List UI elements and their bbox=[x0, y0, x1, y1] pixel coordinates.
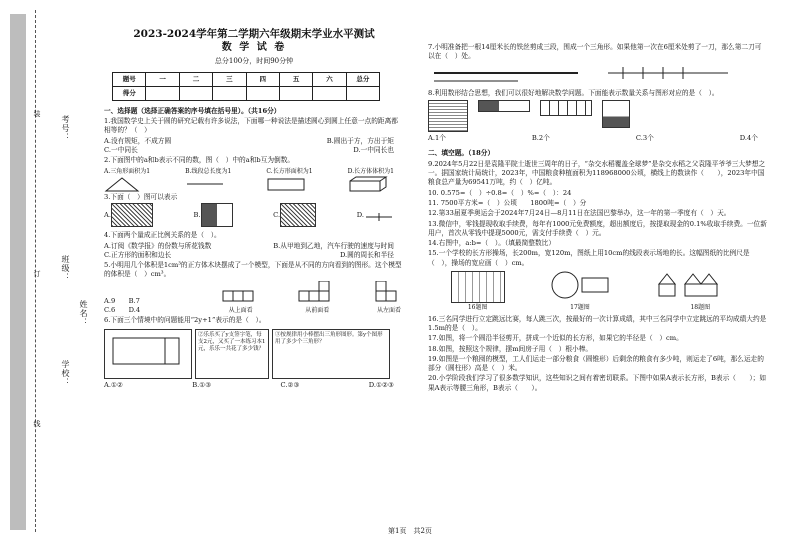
cut-label: 线 bbox=[33, 420, 41, 427]
option: B.7 bbox=[128, 296, 140, 305]
cuboid-icon bbox=[348, 176, 388, 192]
option: A.订阅《数学报》的份数与所花钱数 bbox=[104, 241, 212, 250]
question-2-options bbox=[104, 167, 404, 192]
option: D.①②③ bbox=[368, 380, 394, 389]
option: B.圆出于方，方出于矩 bbox=[326, 136, 394, 145]
section-heading: 一、选择题（选择正确答案的序号填在括号里）。（共16分） bbox=[104, 106, 281, 115]
option-label: A.三角形面积为1 bbox=[104, 167, 151, 175]
option: B.①③ bbox=[192, 380, 212, 389]
view-label: 从上面看 bbox=[228, 307, 253, 315]
score-header: 总分 bbox=[346, 72, 379, 86]
figure-label: 18题图 bbox=[690, 304, 711, 312]
score-cell[interactable] bbox=[213, 86, 246, 100]
shaded-rectangle-icon bbox=[111, 203, 153, 227]
class-field: 班级： bbox=[61, 255, 70, 282]
option-label: C. bbox=[273, 211, 281, 220]
option: B.2个 bbox=[531, 134, 550, 143]
option: D.4个 bbox=[739, 134, 758, 143]
option: A.没有规矩，不成方圆 bbox=[104, 136, 172, 145]
question-1: 1.我国数学史上关于圆的研究记载有许多说法，下面哪一种说法是描述圆心到圆上任意一点的距离都相等的？（ ） bbox=[104, 117, 398, 135]
shaded-rectangle-icon bbox=[280, 203, 316, 227]
score-table bbox=[112, 72, 380, 101]
question-12: 12.第33届夏季奥运会于2024年7月24日—8月11日在法国巴黎举办，这一年的第一季度有（ ）天。 bbox=[428, 209, 731, 218]
question-4: 4.下面两个量成正比例关系的是（ ）。 bbox=[104, 231, 221, 240]
question-1-options bbox=[104, 146, 404, 155]
ruler-diagram bbox=[428, 63, 758, 85]
square-icon bbox=[602, 100, 630, 128]
view-front bbox=[297, 281, 337, 316]
option-label: C.长方形面积为1 bbox=[266, 167, 313, 175]
figure-label: 16题图 bbox=[467, 304, 488, 312]
chart-icon bbox=[451, 271, 505, 303]
grid-icon bbox=[428, 100, 468, 132]
left-column bbox=[104, 30, 404, 390]
option-label: B. bbox=[193, 211, 201, 220]
question-3: 3.下面（ ）图可以表示 bbox=[104, 192, 178, 201]
rectangle-icon bbox=[266, 176, 306, 192]
shaded-rectangle-icon bbox=[201, 203, 233, 227]
question-13: 13.微信中，零钱提现收取手续费，每年有1000元免费额度，超出额度后，按提取现金的0.1%收取手续费。一位新用户，首次从零钱中提现5000元，需支付手续费（ ）元。 bbox=[428, 219, 767, 237]
exam-subtitle: 数 学 试 卷 bbox=[221, 42, 287, 54]
question-16: 16.三名同学进行立定跳远比赛，每人跳三次，按最好的一次计算成绩，其中三名同学中立定跳远的平均成绩大约是1.5m的是（ ）。 bbox=[428, 314, 767, 332]
score-header: 题号 bbox=[113, 72, 146, 86]
question-9: 9.2024年5月22日是袁隆平院士逝世三周年的日子，“杂交水稻覆盖全球梦”是杂交水稻之父袁隆平爷爷三大梦想之一。据国家统计局统计，2023年，中国粮食种植面积为118968000公顷，横线上的数读作（ ），2023年中国粮食总产量为69541万吨，约（ ）亿吨。 bbox=[428, 159, 766, 187]
option: C.一中同长 bbox=[104, 146, 138, 155]
score-cell[interactable] bbox=[313, 86, 346, 100]
exam-number-field: 考号： bbox=[61, 115, 70, 142]
option-label: D. bbox=[356, 211, 364, 220]
score-cell[interactable] bbox=[279, 86, 312, 100]
score-header: 二 bbox=[179, 72, 212, 86]
view-top bbox=[221, 289, 261, 316]
cut-label: 装 bbox=[33, 110, 41, 117]
view-left bbox=[374, 281, 404, 316]
figure-18 bbox=[655, 270, 745, 313]
scenario-box-3: ③按规律用小棒摆出三角形图形。第y个图形用了多少个三角形？ bbox=[272, 329, 390, 379]
section-heading: 二、填空题。（18分） bbox=[428, 149, 495, 158]
number-line-icon bbox=[364, 203, 394, 227]
view-label: 从前面看 bbox=[305, 307, 330, 315]
question-3-options bbox=[104, 203, 404, 227]
question-14: 14.右图中，a:b=（ ）。（填最简整数比） bbox=[428, 239, 556, 248]
question-19: 19.如图是一个粮囤的模型，工人们运走一部分粮食（圆锥形）后剩余的粮食有多少吨，则运走了6吨，那么运走的部分（圆柱形）高是（ ）米。 bbox=[428, 354, 764, 373]
option: A.①② bbox=[104, 380, 123, 389]
school-field: 学校： bbox=[61, 360, 70, 387]
score-header: 一 bbox=[146, 72, 179, 86]
segment-icon bbox=[185, 176, 225, 192]
option bbox=[273, 203, 316, 227]
option-label: D.长方体体积为1 bbox=[347, 167, 394, 175]
option bbox=[185, 167, 231, 192]
figure-label: 17题图 bbox=[570, 304, 590, 312]
page-footer: 第1页 共2页 bbox=[388, 527, 432, 535]
question-5-options bbox=[104, 297, 184, 316]
question-5: 5.小明用几个体积是1cm³的正方体木块摆成了一个模型，下面是从不同的方向看到的图形。这个模型的体积是（ ）cm³。 bbox=[104, 261, 402, 279]
score-cell[interactable] bbox=[346, 86, 379, 100]
question-4-options bbox=[104, 242, 404, 251]
question-10: 10. 0.575=（ ）÷0.8=（ ）%=（ ）：24 bbox=[428, 188, 572, 197]
option: D.一中同长也 bbox=[353, 146, 394, 155]
score-header: 六 bbox=[313, 72, 346, 86]
option: D.4 bbox=[128, 306, 141, 315]
question-6-boxes bbox=[104, 327, 404, 381]
option bbox=[194, 203, 233, 227]
score-cell[interactable] bbox=[246, 86, 279, 100]
score-header: 三 bbox=[213, 72, 246, 86]
question-17: 17.如图，将一个圆沿半径剪开，拼成一个近似的长方形，如果它的半径是（ ）cm。 bbox=[428, 334, 683, 343]
blocks-icon bbox=[297, 281, 337, 303]
question-6-options bbox=[104, 381, 404, 390]
score-header: 四 bbox=[246, 72, 279, 86]
blocks-icon bbox=[221, 289, 261, 303]
bar-icon bbox=[540, 100, 592, 116]
option: B.从甲地到乙地，汽车行驶的速度与时间 bbox=[273, 241, 394, 250]
blocks-icon bbox=[374, 281, 404, 303]
score-cell[interactable] bbox=[146, 86, 179, 100]
question-8-options bbox=[428, 134, 768, 143]
option: A.1个 bbox=[428, 134, 446, 143]
cut-label: 订 bbox=[33, 270, 41, 277]
option: D.圆的周长和半径 bbox=[339, 250, 394, 259]
option-label: A. bbox=[104, 211, 111, 220]
option bbox=[266, 167, 312, 192]
question-8: 8.利用数形结合思想，我们可以很好地解决数学问题。下面能表示数量关系与图形对应的是（ ）。 bbox=[428, 88, 719, 97]
option: C.6 bbox=[104, 306, 116, 315]
right-column bbox=[428, 42, 768, 394]
option bbox=[104, 203, 153, 227]
house-icon bbox=[655, 270, 745, 300]
name-field: 姓名： bbox=[79, 300, 88, 327]
figure-16 bbox=[451, 271, 505, 312]
triangle-icon bbox=[104, 176, 140, 192]
option bbox=[348, 167, 394, 192]
exam-meta: 总分100分，时间90分钟 bbox=[214, 56, 294, 65]
option bbox=[357, 203, 394, 227]
circle-icon bbox=[550, 270, 610, 300]
question-8-figures bbox=[428, 100, 768, 132]
scenario-box-1 bbox=[104, 329, 192, 379]
score-cell[interactable] bbox=[179, 86, 212, 100]
exam-title: 2023-2024学年第二学期六年级期末学业水平测试 bbox=[133, 28, 375, 40]
figure-17 bbox=[550, 270, 610, 313]
option-label: B.线段总长度为1 bbox=[185, 167, 232, 175]
question-5-body bbox=[104, 281, 404, 316]
binding-strip bbox=[0, 0, 96, 541]
score-header: 五 bbox=[279, 72, 312, 86]
scenario-box-2: ②乐乐买了y支签字笔，每支2元，又买了一本练习本1元，乐乐一共花了多少钱？ bbox=[195, 329, 269, 379]
binding-bar bbox=[10, 14, 26, 530]
view-label: 从左面看 bbox=[376, 307, 401, 315]
question-4-options bbox=[104, 251, 404, 260]
option bbox=[104, 167, 150, 192]
question-11: 11. 7500平方米=（ ）公顷 1800吨=（ ）分 bbox=[428, 198, 587, 207]
score-label: 得分 bbox=[113, 86, 146, 100]
figures-row bbox=[428, 270, 768, 313]
question-18: 18.如图，按照这个规律，摆m间房子用（ ）根小棒。 bbox=[428, 344, 593, 353]
option: C.②③ bbox=[280, 380, 300, 389]
option: C.正方形的面积和边长 bbox=[104, 250, 172, 259]
question-20: 20.小学阶段我们学习了很多数学知识，这些知识之间有着密切联系。下图中如果A表示长方形，B表示（ ）；如果A表示等腰三角形，B表示（ ）。 bbox=[428, 374, 767, 392]
question-2: 2.下面图中的a和b表示不同的数，图（ ）中的a和b互为倒数。 bbox=[104, 156, 295, 165]
question-15: 15.一个学校的长方形操场，长200m，宽120m，图纸上用10cm的线段表示场地的长。这幅图纸的比例尺是（ ），操场的宽应画（ ）cm。 bbox=[428, 249, 750, 267]
option: C.3个 bbox=[635, 134, 654, 143]
question-1-options bbox=[104, 137, 404, 146]
option: A.9 bbox=[104, 296, 116, 305]
question-6: 6.下面三个情境中的问题能用“2y+1”表示的是（ ）。 bbox=[104, 316, 266, 325]
bar-icon bbox=[478, 100, 530, 112]
rectangle-diagram-icon bbox=[107, 332, 185, 372]
question-7: 7.小明准备把一根14厘米长的铁丝剪成三段，围成一个三角形。如果他第一次在6厘米处剪了一刀，那么第二刀可以在（ ）处。 bbox=[428, 43, 762, 61]
